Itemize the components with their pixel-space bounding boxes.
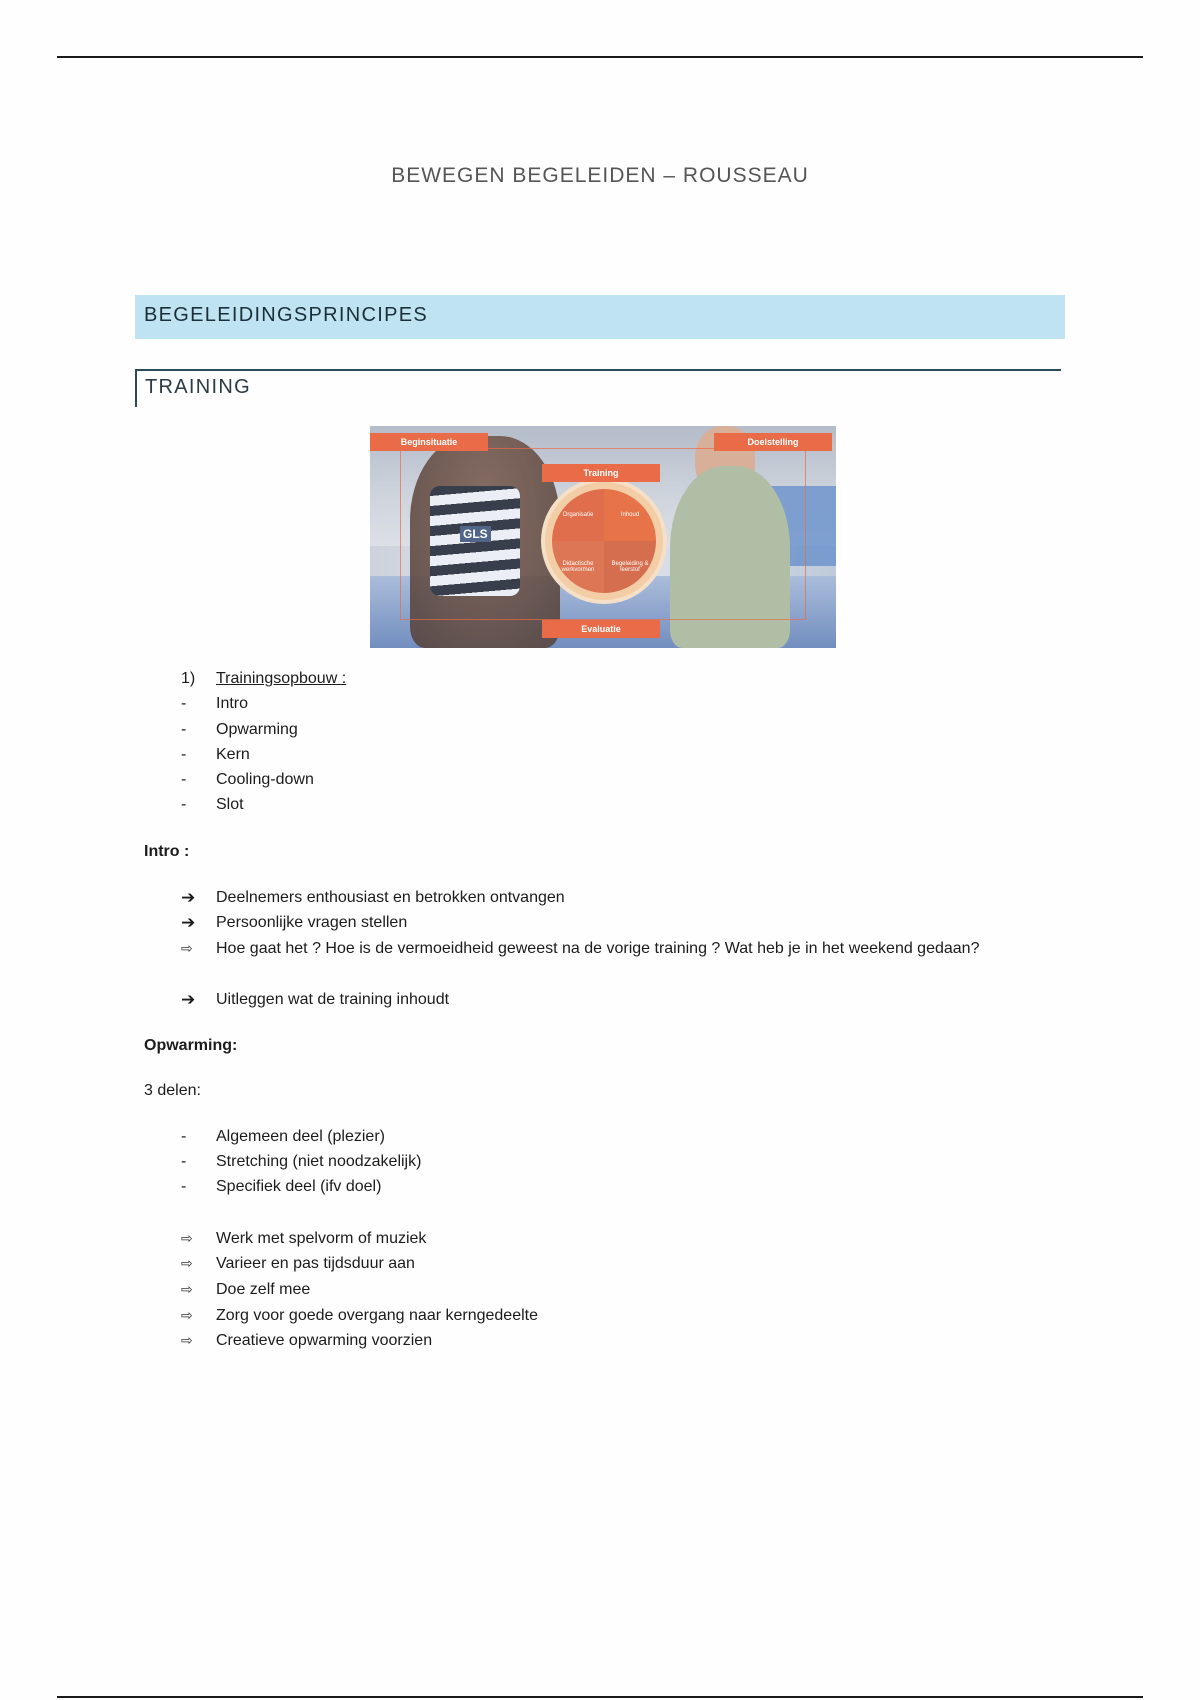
top-rule bbox=[57, 56, 1143, 58]
opwarming-tip: Doe zelf mee bbox=[216, 1281, 311, 1298]
opwarming-tip: Creatieve opwarming voorzien bbox=[216, 1332, 433, 1349]
dash-bullet-icon: - bbox=[181, 1153, 187, 1170]
list-item: Kern bbox=[216, 746, 250, 763]
intro-point: Deelnemers enthousiast en betrokken ontvangen bbox=[216, 889, 565, 906]
training-cycle-figure bbox=[370, 426, 836, 648]
dash-bullet-icon: - bbox=[181, 1128, 187, 1145]
vest-text: GLS bbox=[460, 526, 491, 542]
quadrant-inhoud: Inhoud bbox=[604, 489, 656, 541]
tag-beginsituatie: Beginsituatie bbox=[370, 433, 488, 451]
opwarming-tip: Werk met spelvorm of muziek bbox=[216, 1230, 427, 1247]
dash-bullet-icon: - bbox=[181, 695, 187, 712]
arrow-right-solid-icon: ➔ bbox=[181, 990, 196, 1009]
opwarming-intro: 3 delen: bbox=[144, 1082, 201, 1099]
intro-point: Persoonlijke vragen stellen bbox=[216, 914, 408, 931]
heading-1-band bbox=[135, 295, 1065, 339]
intro-point: Uitleggen wat de training inhoudt bbox=[216, 991, 450, 1008]
figure-overlay bbox=[370, 426, 836, 648]
arrow-right-outline-icon: ⇨ bbox=[181, 1307, 193, 1323]
dash-bullet-icon: - bbox=[181, 771, 187, 788]
bottom-rule bbox=[57, 1696, 1143, 1698]
dash-bullet-icon: - bbox=[181, 1178, 187, 1195]
list-item: Opwarming bbox=[216, 721, 298, 738]
tag-evaluatie: Evaluatie bbox=[542, 620, 660, 638]
quadrant-didactische-werkvormen: Didactische werkvormen bbox=[552, 541, 604, 593]
heading-1: BEGELEIDINGSPRINCIPES bbox=[144, 304, 429, 326]
arrow-right-outline-icon: ⇨ bbox=[181, 940, 193, 956]
arrow-right-solid-icon: ➔ bbox=[181, 913, 196, 932]
arrow-right-outline-icon: ⇨ bbox=[181, 1255, 193, 1271]
opwarming-part: Algemeen deel (plezier) bbox=[216, 1128, 385, 1145]
quadrant-begeleiding: Begeleiding & leerstof bbox=[604, 541, 656, 593]
dash-bullet-icon: - bbox=[181, 746, 187, 763]
dash-bullet-icon: - bbox=[181, 721, 187, 738]
tag-doelstelling: Doelstelling bbox=[714, 433, 832, 451]
heading-2-box bbox=[135, 369, 1061, 407]
heading-2: TRAINING bbox=[145, 376, 251, 398]
arrow-right-solid-icon: ➔ bbox=[181, 888, 196, 907]
intro-heading: Intro : bbox=[144, 843, 190, 860]
list-item: Slot bbox=[216, 796, 244, 813]
opwarming-part: Stretching (niet noodzakelijk) bbox=[216, 1153, 422, 1170]
list-item: Cooling-down bbox=[216, 771, 314, 788]
tag-training: Training bbox=[542, 464, 660, 482]
document-title: BEWEGEN BEGELEIDEN – ROUSSEAU bbox=[391, 164, 809, 187]
opwarming-heading: Opwarming: bbox=[144, 1037, 238, 1054]
opwarming-part: Specifiek deel (ifv doel) bbox=[216, 1178, 382, 1195]
arrow-right-outline-icon: ⇨ bbox=[181, 1230, 193, 1246]
list-item: Intro bbox=[216, 695, 249, 712]
arrow-right-outline-icon: ⇨ bbox=[181, 1332, 193, 1348]
list-number: 1) bbox=[181, 670, 196, 687]
opwarming-tip: Varieer en pas tijdsduur aan bbox=[216, 1255, 415, 1272]
arrow-right-outline-icon: ⇨ bbox=[181, 1281, 193, 1297]
list-title: Trainingsopbouw : bbox=[216, 670, 347, 687]
dash-bullet-icon: - bbox=[181, 796, 187, 813]
intro-sub-point: Hoe gaat het ? Hoe is de vermoeidheid geweest na de vorige training ? Wat heb je in het weekend gedaan? bbox=[216, 940, 980, 957]
quadrant-organisatie: Organisatie bbox=[552, 489, 604, 541]
opwarming-tip: Zorg voor goede overgang naar kerngedeelte bbox=[216, 1307, 538, 1324]
